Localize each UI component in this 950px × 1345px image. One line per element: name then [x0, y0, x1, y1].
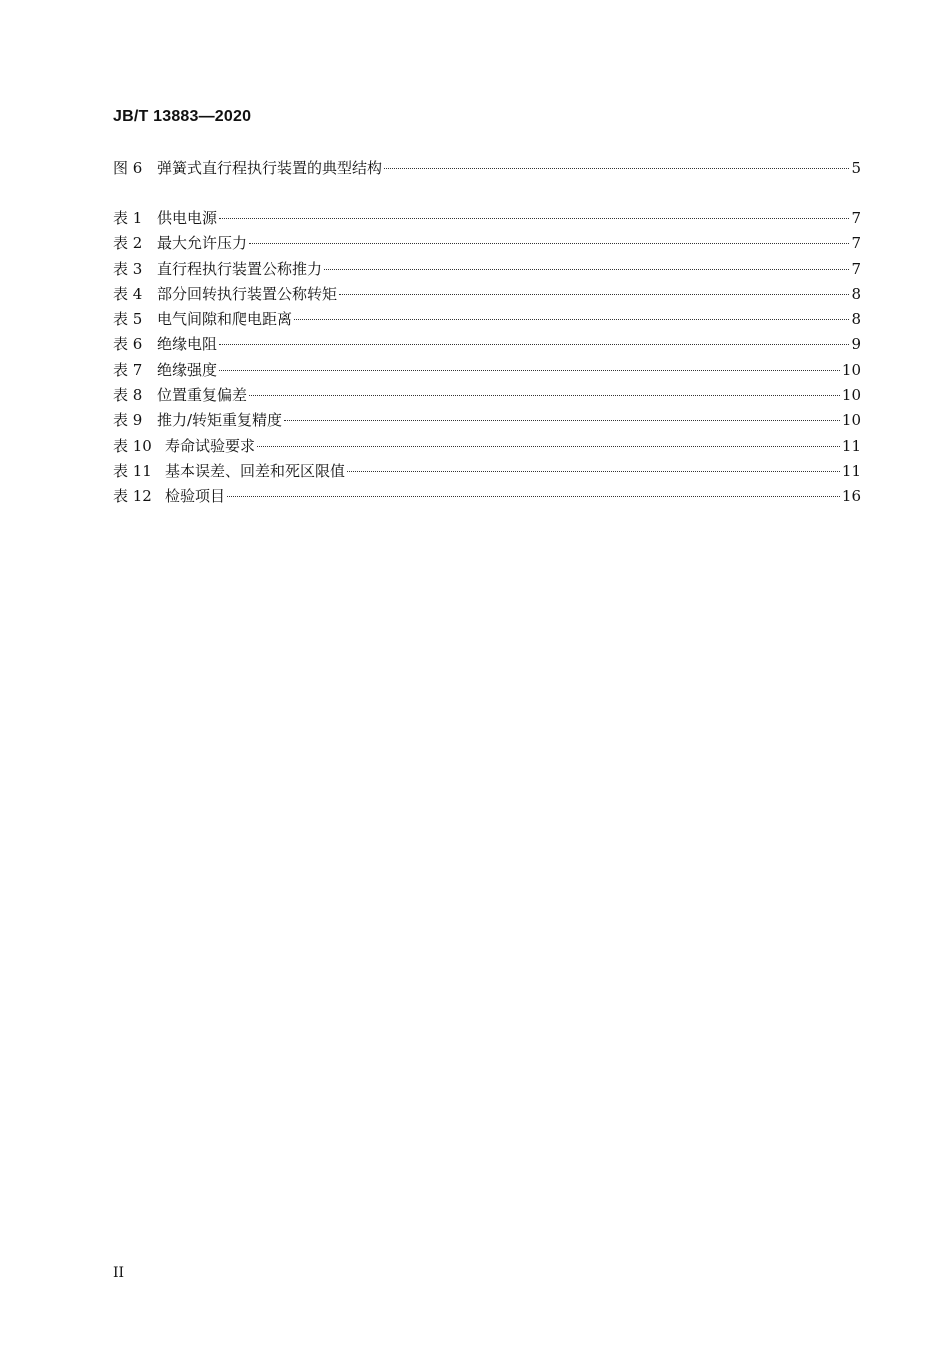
toc-entry[interactable] [113, 484, 861, 509]
toc-entry[interactable] [113, 206, 861, 231]
dot-leader [347, 470, 840, 472]
dot-leader [257, 445, 840, 447]
toc-entry-title: 推力/转矩重复精度 [157, 411, 283, 430]
dot-leader [294, 318, 849, 320]
dot-leader [219, 369, 840, 371]
toc-entry-label: 表 9 [113, 411, 143, 430]
toc-entry-page: 8 [851, 310, 861, 329]
toc-entry-page: 9 [851, 335, 861, 354]
toc-entry-label: 表 6 [113, 335, 143, 354]
toc-entry-label: 表 2 [113, 234, 143, 253]
toc-entry-title: 位置重复偏差 [157, 386, 248, 405]
toc-entry-page: 10 [841, 360, 861, 379]
toc-entry[interactable] [113, 332, 861, 357]
toc-entry-page: 8 [851, 284, 861, 303]
toc-entry-page: 11 [841, 461, 861, 480]
toc-entry-page: 7 [851, 259, 861, 278]
toc-entry-page: 7 [851, 234, 861, 253]
toc-entry[interactable] [113, 282, 861, 307]
toc-entry[interactable] [113, 358, 861, 383]
toc-entry-label: 表 4 [113, 284, 143, 303]
toc-entry[interactable] [113, 257, 861, 282]
toc-entry-label: 表 10 [113, 436, 152, 455]
toc-entry[interactable] [113, 231, 861, 256]
toc-entry-label: 图 6 [113, 159, 143, 177]
toc-entry[interactable] [113, 383, 861, 408]
toc-entry-label: 表 11 [113, 461, 152, 480]
toc-entry-page: 5 [851, 159, 861, 177]
toc-entry[interactable] [113, 156, 861, 181]
toc-entry-title: 电气间隙和爬电距离 [157, 310, 293, 329]
dot-leader [324, 268, 849, 270]
toc-entry-title: 弹簧式直行程执行装置的典型结构 [157, 159, 383, 177]
dot-leader [227, 495, 840, 497]
toc-entry[interactable] [113, 434, 861, 459]
toc-entry-title: 最大允许压力 [157, 234, 248, 253]
toc-figure-list [113, 156, 861, 181]
toc-table-list [113, 206, 861, 510]
dot-leader [219, 343, 849, 345]
toc-entry[interactable] [113, 307, 861, 332]
dot-leader [284, 419, 840, 421]
toc-entry-title: 寿命试验要求 [165, 436, 256, 455]
dot-leader [384, 167, 849, 169]
document-code: JB/T 13883—2020 [113, 108, 252, 125]
dot-leader [249, 394, 840, 396]
dot-leader [249, 242, 849, 244]
toc-entry-title: 绝缘电阻 [157, 335, 218, 354]
dot-leader [339, 293, 849, 295]
toc-entry-title: 绝缘强度 [157, 360, 218, 379]
dot-leader [219, 217, 849, 219]
toc-entry-page: 7 [851, 209, 861, 227]
toc-entry[interactable] [113, 408, 861, 433]
toc-entry-label: 表 12 [113, 487, 152, 506]
toc-entry[interactable] [113, 459, 861, 484]
toc-entry-page: 10 [841, 386, 861, 405]
toc-entry-page: 10 [841, 411, 861, 430]
toc-entry-label: 表 5 [113, 310, 143, 329]
toc-entry-title: 基本误差、回差和死区限值 [165, 461, 346, 480]
toc-entry-label: 表 1 [113, 209, 143, 227]
toc-entry-page: 11 [841, 436, 861, 455]
toc-entry-label: 表 8 [113, 386, 143, 405]
toc-entry-title: 检验项目 [165, 487, 226, 506]
toc-entry-title: 直行程执行装置公称推力 [157, 259, 323, 278]
toc-entry-page: 16 [841, 487, 861, 506]
page-number: II [113, 1265, 125, 1281]
toc-entry-title: 供电电源 [157, 209, 218, 227]
toc-entry-label: 表 7 [113, 360, 143, 379]
toc-entry-label: 表 3 [113, 259, 143, 278]
toc-entry-title: 部分回转执行装置公称转矩 [157, 284, 338, 303]
